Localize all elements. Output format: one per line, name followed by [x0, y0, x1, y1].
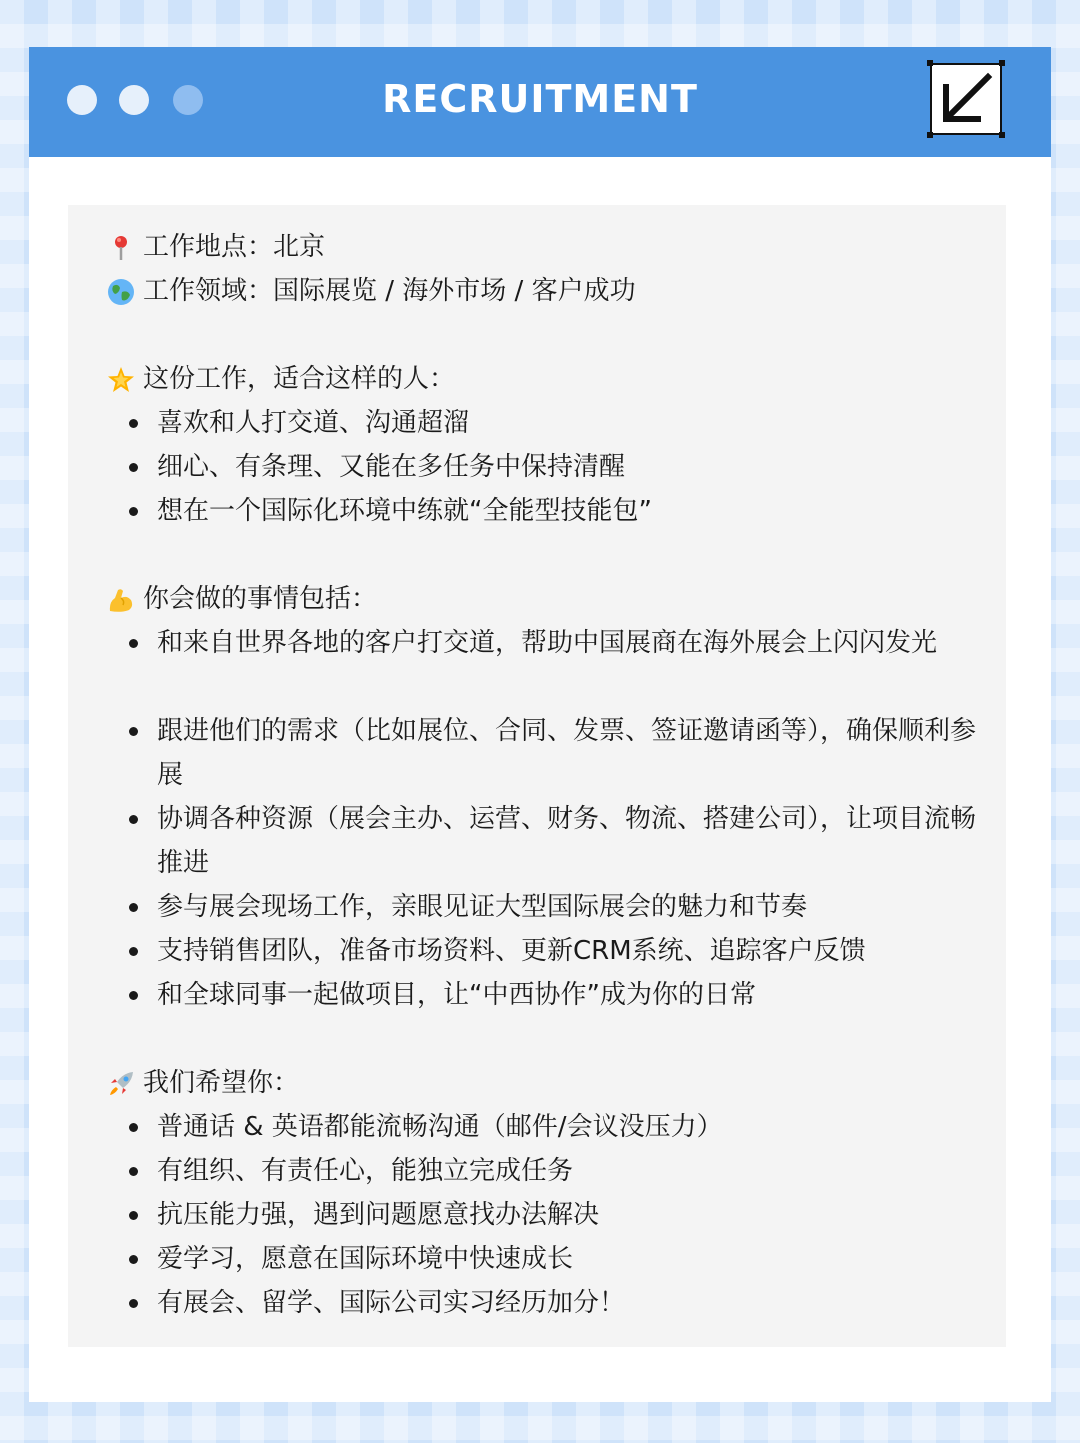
- pin-icon: [107, 234, 135, 262]
- section-heading-text: 我们希望你：: [143, 1068, 300, 1098]
- arrow-down-left-icon: [930, 63, 1002, 135]
- list-item: 跟进他们的需求（比如展位、合同、发票、签证邀请函等），确保顺利参展: [107, 709, 987, 797]
- job-description: [107, 225, 987, 1325]
- list-item: 和来自世界各地的客户打交道，帮助中国展商在海外展会上闪闪发光: [107, 621, 987, 709]
- list-item: 爱学习，愿意在国际环境中快速成长: [107, 1237, 987, 1281]
- field-line: [107, 269, 987, 313]
- location-line: [107, 225, 987, 269]
- title-bar: [29, 47, 1051, 157]
- globe-icon: [107, 278, 135, 306]
- list-item: 有展会、留学、国际公司实习经历加分！: [107, 1281, 987, 1325]
- list-item: 抗压能力强，遇到问题愿意找办法解决: [107, 1193, 987, 1237]
- star-icon: [107, 366, 135, 394]
- list-item: 有组织、有责任心，能独立完成任务: [107, 1149, 987, 1193]
- list-item: 想在一个国际化环境中练就“全能型技能包”: [107, 489, 987, 533]
- list-item: 支持销售团队，准备市场资料、更新CRM系统、追踪客户反馈: [107, 929, 987, 973]
- list-item: 细心、有条理、又能在多任务中保持清醒: [107, 445, 987, 489]
- section-heading-requirements: [107, 1061, 987, 1105]
- list-item: 喜欢和人打交道、沟通超溜: [107, 401, 987, 445]
- field-text: 工作领域：国际展览 / 海外市场 / 客户成功: [143, 276, 636, 306]
- rocket-icon: [107, 1070, 135, 1098]
- list-item: 普通话 & 英语都能流畅沟通（邮件/会议没压力）: [107, 1105, 987, 1149]
- window-title: RECRUITMENT: [382, 77, 698, 121]
- section-heading-tasks: [107, 577, 987, 621]
- list-item: 和全球同事一起做项目，让“中西协作”成为你的日常: [107, 973, 987, 1017]
- list-item: 参与展会现场工作，亲眼见证大型国际展会的魅力和节奏: [107, 885, 987, 929]
- section-heading-suitable: [107, 357, 987, 401]
- recruitment-window: [29, 47, 1051, 1402]
- location-text: 工作地点：北京: [143, 232, 326, 262]
- section-heading-text: 你会做的事情包括：: [143, 584, 378, 614]
- section-heading-text: 这份工作，适合这样的人：: [143, 364, 456, 394]
- content-panel: [68, 205, 1006, 1347]
- flexed-biceps-icon: [107, 586, 135, 614]
- list-item: 协调各种资源（展会主办、运营、财务、物流、搭建公司），让项目流畅推进: [107, 797, 987, 885]
